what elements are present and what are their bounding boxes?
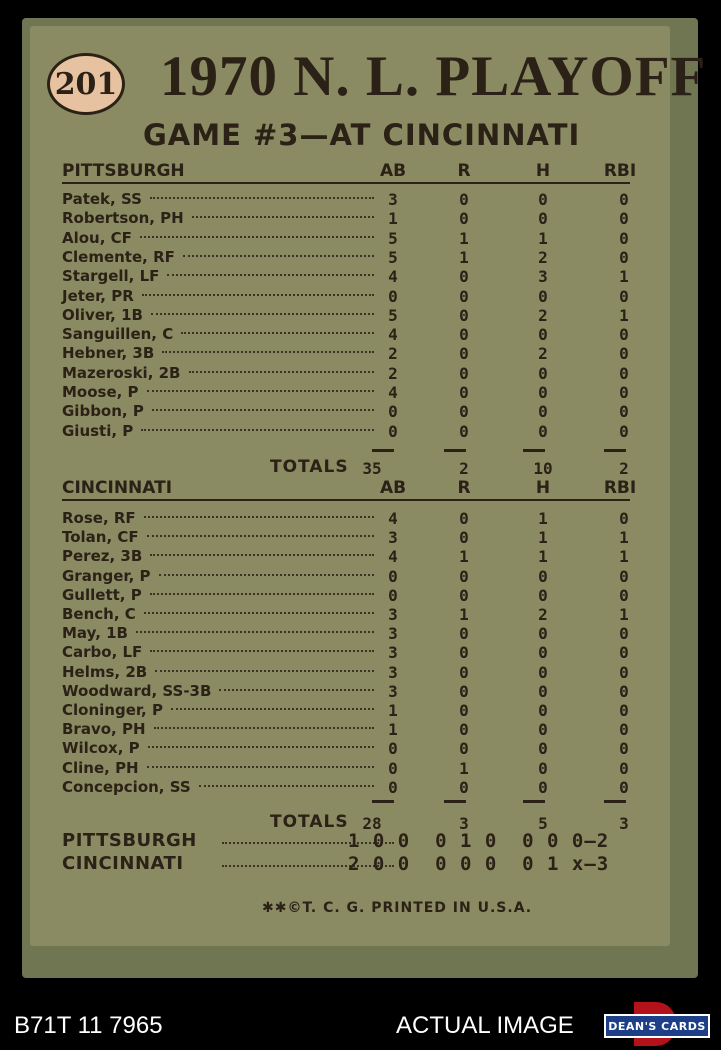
stat-h: 0 <box>538 209 548 229</box>
cincinnati-player-row <box>62 759 632 778</box>
totals-h: 5 <box>538 814 548 833</box>
total-rule-tick <box>372 449 394 452</box>
leader-dots <box>183 255 374 257</box>
pittsburgh-player-row <box>62 229 632 248</box>
stat-r: 1 <box>459 605 469 624</box>
stat-ab: 0 <box>388 585 398 605</box>
deans-cards-logo <box>604 1002 710 1046</box>
stat-rbi: 0 <box>619 286 629 306</box>
leader-dots <box>192 216 374 218</box>
cincinnati-player-row <box>62 739 632 758</box>
total-rule-tick <box>604 449 626 452</box>
stat-h: 0 <box>538 701 548 720</box>
stat-rbi: 0 <box>619 701 629 720</box>
leader-dots <box>199 785 374 787</box>
player-name: Alou, CF <box>62 228 132 247</box>
stat-r: 0 <box>459 585 469 605</box>
stat-rbi: 1 <box>619 305 629 325</box>
stat-h: 0 <box>538 325 548 345</box>
leader-dots <box>150 650 374 652</box>
leader-dots <box>155 670 374 672</box>
leader-dots <box>150 593 374 595</box>
stat-r: 0 <box>459 681 469 701</box>
stat-rbi: 0 <box>619 758 629 778</box>
stat-ab: 0 <box>388 739 398 759</box>
leader-dots <box>144 516 374 518</box>
col-ab: AB <box>379 478 407 498</box>
stat-h: 0 <box>538 758 548 778</box>
linescore-innings: 1 0 0 0 1 0 0 0 0—2 <box>348 830 610 852</box>
leader-dots <box>150 554 374 556</box>
stat-h: 0 <box>538 720 548 740</box>
stat-rbi: 0 <box>619 585 629 605</box>
player-name: Carbo, LF <box>62 643 143 662</box>
player-name: Woodward, SS-3B <box>62 681 212 700</box>
header-rule <box>62 182 630 184</box>
player-name: May, 1B <box>62 624 128 643</box>
player-name: Clemente, RF <box>62 247 175 266</box>
stat-h: 3 <box>538 267 548 287</box>
stat-ab: 3 <box>388 190 398 209</box>
leader-dots <box>171 708 374 710</box>
stat-h: 1 <box>538 509 548 528</box>
stat-r: 0 <box>459 190 469 209</box>
cincinnati-header <box>62 478 637 500</box>
totals-r: 3 <box>459 814 469 833</box>
player-name: Hebner, 3B <box>62 344 155 363</box>
stat-rbi: 0 <box>619 383 629 402</box>
stat-r: 0 <box>459 344 469 364</box>
logo-plate <box>604 1014 710 1038</box>
stat-rbi: 0 <box>619 344 629 364</box>
stat-h: 0 <box>538 421 548 441</box>
pittsburgh-player-row <box>62 248 632 267</box>
stat-h: 0 <box>538 402 548 422</box>
stat-r: 1 <box>459 247 469 267</box>
stat-h: 2 <box>538 247 548 267</box>
pittsburgh-player-row <box>62 422 632 441</box>
stat-h: 2 <box>538 344 548 364</box>
player-name: Helms, 2B <box>62 662 148 681</box>
col-r: R <box>457 161 471 181</box>
stat-rbi: 0 <box>619 190 629 209</box>
leader-dots <box>148 746 374 748</box>
logo-text: DEAN'S CARDS <box>608 1019 706 1033</box>
leader-dots <box>141 429 374 431</box>
player-name: Sanguillen, C <box>62 325 174 344</box>
player-name: Patek, SS <box>62 190 142 208</box>
stat-r: 0 <box>459 662 469 682</box>
stat-r: 1 <box>459 547 469 567</box>
stat-ab: 3 <box>388 643 398 663</box>
stat-rbi: 1 <box>619 605 629 624</box>
cincinnati-player-row <box>62 663 632 682</box>
stat-h: 0 <box>538 286 548 306</box>
pittsburgh-totals <box>62 457 632 477</box>
cincinnati-player-row <box>62 605 632 624</box>
stat-r: 0 <box>459 701 469 720</box>
cincinnati-player-row <box>62 701 632 720</box>
totals-label: TOTALS <box>270 812 349 832</box>
player-name: Cloninger, P <box>62 701 163 719</box>
stat-ab: 3 <box>388 528 398 548</box>
stat-h: 0 <box>538 383 548 402</box>
stat-r: 0 <box>459 267 469 287</box>
card-number-badge <box>47 53 125 115</box>
stat-rbi: 1 <box>619 528 629 548</box>
linescore-cincinnati <box>62 853 632 875</box>
team-name: CINCINNATI <box>62 478 173 498</box>
col-h: H <box>535 161 551 181</box>
stat-h: 1 <box>538 547 548 567</box>
col-h: H <box>535 478 551 498</box>
leader-dots <box>162 351 374 353</box>
leader-dots <box>151 313 374 315</box>
totals-rbi: 3 <box>619 814 629 833</box>
stat-r: 0 <box>459 402 469 422</box>
stat-ab: 0 <box>388 402 398 422</box>
stat-rbi: 1 <box>619 547 629 567</box>
cincinnati-player-row <box>62 586 632 605</box>
stat-h: 0 <box>538 190 548 209</box>
player-name: Wilcox, P <box>62 739 140 758</box>
stat-ab: 3 <box>388 605 398 624</box>
stat-rbi: 0 <box>619 402 629 422</box>
stat-ab: 0 <box>388 758 398 778</box>
stat-h: 0 <box>538 681 548 701</box>
linescore-innings: 2 0 0 0 0 0 0 1 x—3 <box>348 853 610 875</box>
player-name: Tolan, CF <box>62 528 139 547</box>
pittsburgh-player-row <box>62 190 632 209</box>
player-name: Bravo, PH <box>62 720 146 739</box>
totals-h: 10 <box>533 459 553 478</box>
totals-label: TOTALS <box>270 457 349 477</box>
total-rule-tick <box>372 800 394 803</box>
leader-dots <box>150 197 374 199</box>
pittsburgh-player-row <box>62 287 632 306</box>
cincinnati-player-row <box>62 720 632 739</box>
total-rule-tick <box>444 800 466 803</box>
leader-dots <box>181 332 374 334</box>
leader-dots <box>142 294 374 296</box>
col-rbi: RBI <box>603 161 637 181</box>
pittsburgh-player-row <box>62 209 632 228</box>
leader-dots <box>136 631 374 633</box>
stat-h: 0 <box>538 777 548 797</box>
stat-r: 0 <box>459 363 469 383</box>
pittsburgh-header <box>62 161 637 183</box>
cincinnati-player-row <box>62 567 632 586</box>
stat-r: 0 <box>459 720 469 740</box>
stat-ab: 3 <box>388 662 398 682</box>
leader-dots <box>159 574 374 576</box>
totals-ab: 35 <box>362 459 382 478</box>
player-name: Gibbon, P <box>62 402 144 421</box>
cincinnati-player-row <box>62 509 632 528</box>
stat-rbi: 0 <box>619 681 629 701</box>
stat-ab: 5 <box>388 247 398 267</box>
total-rule-tick <box>444 449 466 452</box>
stat-h: 1 <box>538 528 548 548</box>
player-name: Bench, C <box>62 605 136 623</box>
col-ab: AB <box>379 161 407 181</box>
total-rule-tick <box>604 800 626 803</box>
stat-h: 0 <box>538 624 548 644</box>
stat-rbi: 0 <box>619 643 629 663</box>
stat-r: 0 <box>459 305 469 325</box>
stat-r: 0 <box>459 286 469 306</box>
totals-r: 2 <box>459 459 469 478</box>
cincinnati-player-row <box>62 682 632 701</box>
pittsburgh-player-row <box>62 344 632 363</box>
card-title: 1970 N. L. PLAYOFF <box>160 45 707 108</box>
pittsburgh-player-row <box>62 267 632 286</box>
stat-ab: 3 <box>388 681 398 701</box>
leader-dots <box>189 371 374 373</box>
stat-h: 2 <box>538 605 548 624</box>
card-number: 201 <box>54 66 118 102</box>
stat-rbi: 0 <box>619 739 629 759</box>
stat-r: 0 <box>459 325 469 345</box>
player-name: Rose, RF <box>62 509 136 527</box>
stat-h: 0 <box>538 662 548 682</box>
cincinnati-totals <box>62 812 632 832</box>
cincinnati-player-row <box>62 778 632 797</box>
stat-r: 0 <box>459 739 469 759</box>
actual-image-label: ACTUAL IMAGE <box>396 1012 574 1039</box>
stat-rbi: 0 <box>619 566 629 586</box>
stat-ab: 4 <box>388 325 398 345</box>
stat-ab: 5 <box>388 228 398 248</box>
pittsburgh-player-row <box>62 325 632 344</box>
stat-r: 0 <box>459 566 469 586</box>
stat-ab: 1 <box>388 209 398 229</box>
stat-ab: 1 <box>388 720 398 740</box>
leader-dots <box>147 535 374 537</box>
player-name: Jeter, PR <box>62 286 134 305</box>
leader-dots <box>167 274 374 276</box>
stat-ab: 4 <box>388 509 398 528</box>
copyright-line: ✱✱©T. C. G. PRINTED IN U.S.A. <box>262 900 533 916</box>
stat-ab: 2 <box>388 363 398 383</box>
totals-ab: 28 <box>362 814 382 833</box>
total-rule-tick <box>523 449 545 452</box>
linescore-pittsburgh <box>62 830 632 852</box>
stat-ab: 4 <box>388 383 398 402</box>
player-name: Perez, 3B <box>62 547 143 566</box>
stat-rbi: 0 <box>619 662 629 682</box>
totals-rbi: 2 <box>619 459 629 478</box>
stat-r: 0 <box>459 643 469 663</box>
stat-ab: 0 <box>388 421 398 441</box>
player-name: Mazeroski, 2B <box>62 363 181 382</box>
stat-ab: 0 <box>388 566 398 586</box>
stat-h: 0 <box>538 566 548 586</box>
stat-ab: 2 <box>388 344 398 364</box>
stat-ab: 3 <box>388 624 398 644</box>
player-name: Moose, P <box>62 383 139 401</box>
stat-ab: 4 <box>388 267 398 287</box>
linescore-team: PITTSBURGH <box>62 830 197 851</box>
stat-rbi: 0 <box>619 509 629 528</box>
pittsburgh-player-row <box>62 364 632 383</box>
stat-rbi: 0 <box>619 777 629 797</box>
stat-r: 0 <box>459 421 469 441</box>
pittsburgh-player-row <box>62 402 632 421</box>
leader-dots <box>140 236 374 238</box>
stat-h: 0 <box>538 739 548 759</box>
stat-ab: 1 <box>388 701 398 720</box>
col-r: R <box>457 478 471 498</box>
player-name: Cline, PH <box>62 758 139 777</box>
stat-h: 0 <box>538 363 548 383</box>
linescore-team: CINCINNATI <box>62 853 184 874</box>
stat-r: 0 <box>459 383 469 402</box>
stat-r: 0 <box>459 777 469 797</box>
stat-rbi: 1 <box>619 267 629 287</box>
stat-r: 0 <box>459 209 469 229</box>
col-rbi: RBI <box>603 478 637 498</box>
header-rule <box>62 499 630 501</box>
cincinnati-player-row <box>62 547 632 566</box>
stat-r: 0 <box>459 528 469 548</box>
stat-ab: 0 <box>388 286 398 306</box>
player-name: Gullett, P <box>62 585 142 604</box>
stat-rbi: 0 <box>619 247 629 267</box>
total-rule-tick <box>523 800 545 803</box>
pittsburgh-player-row <box>62 383 632 402</box>
leader-dots <box>154 727 374 729</box>
player-name: Giusti, P <box>62 421 134 440</box>
cert-number: B71T 11 7965 <box>14 1012 163 1039</box>
stat-r: 1 <box>459 758 469 778</box>
leader-dots <box>147 766 374 768</box>
leader-dots <box>144 612 374 614</box>
stat-r: 0 <box>459 624 469 644</box>
stat-h: 2 <box>538 305 548 325</box>
stat-r: 0 <box>459 509 469 528</box>
stat-rbi: 0 <box>619 325 629 345</box>
stat-r: 1 <box>459 228 469 248</box>
card-subtitle: GAME #3—AT CINCINNATI <box>143 118 581 152</box>
player-name: Robertson, PH <box>62 209 184 228</box>
stat-ab: 4 <box>388 547 398 567</box>
stat-ab: 0 <box>388 777 398 797</box>
stat-rbi: 0 <box>619 363 629 383</box>
leader-dots <box>152 409 374 411</box>
stat-rbi: 0 <box>619 421 629 441</box>
stat-h: 1 <box>538 228 548 248</box>
stat-rbi: 0 <box>619 228 629 248</box>
team-name: PITTSBURGH <box>62 161 185 181</box>
stat-ab: 5 <box>388 305 398 325</box>
player-name: Granger, P <box>62 566 151 585</box>
leader-dots <box>147 390 374 392</box>
player-name: Concepcion, SS <box>62 777 191 796</box>
stat-rbi: 0 <box>619 720 629 740</box>
stat-rbi: 0 <box>619 209 629 229</box>
player-name: Oliver, 1B <box>62 305 143 324</box>
cincinnati-player-row <box>62 643 632 662</box>
cincinnati-player-row <box>62 624 632 643</box>
leader-dots <box>219 689 374 691</box>
stat-rbi: 0 <box>619 624 629 644</box>
pittsburgh-player-row <box>62 306 632 325</box>
player-name: Stargell, LF <box>62 267 160 286</box>
cincinnati-player-row <box>62 528 632 547</box>
stat-h: 0 <box>538 643 548 663</box>
stat-h: 0 <box>538 585 548 605</box>
